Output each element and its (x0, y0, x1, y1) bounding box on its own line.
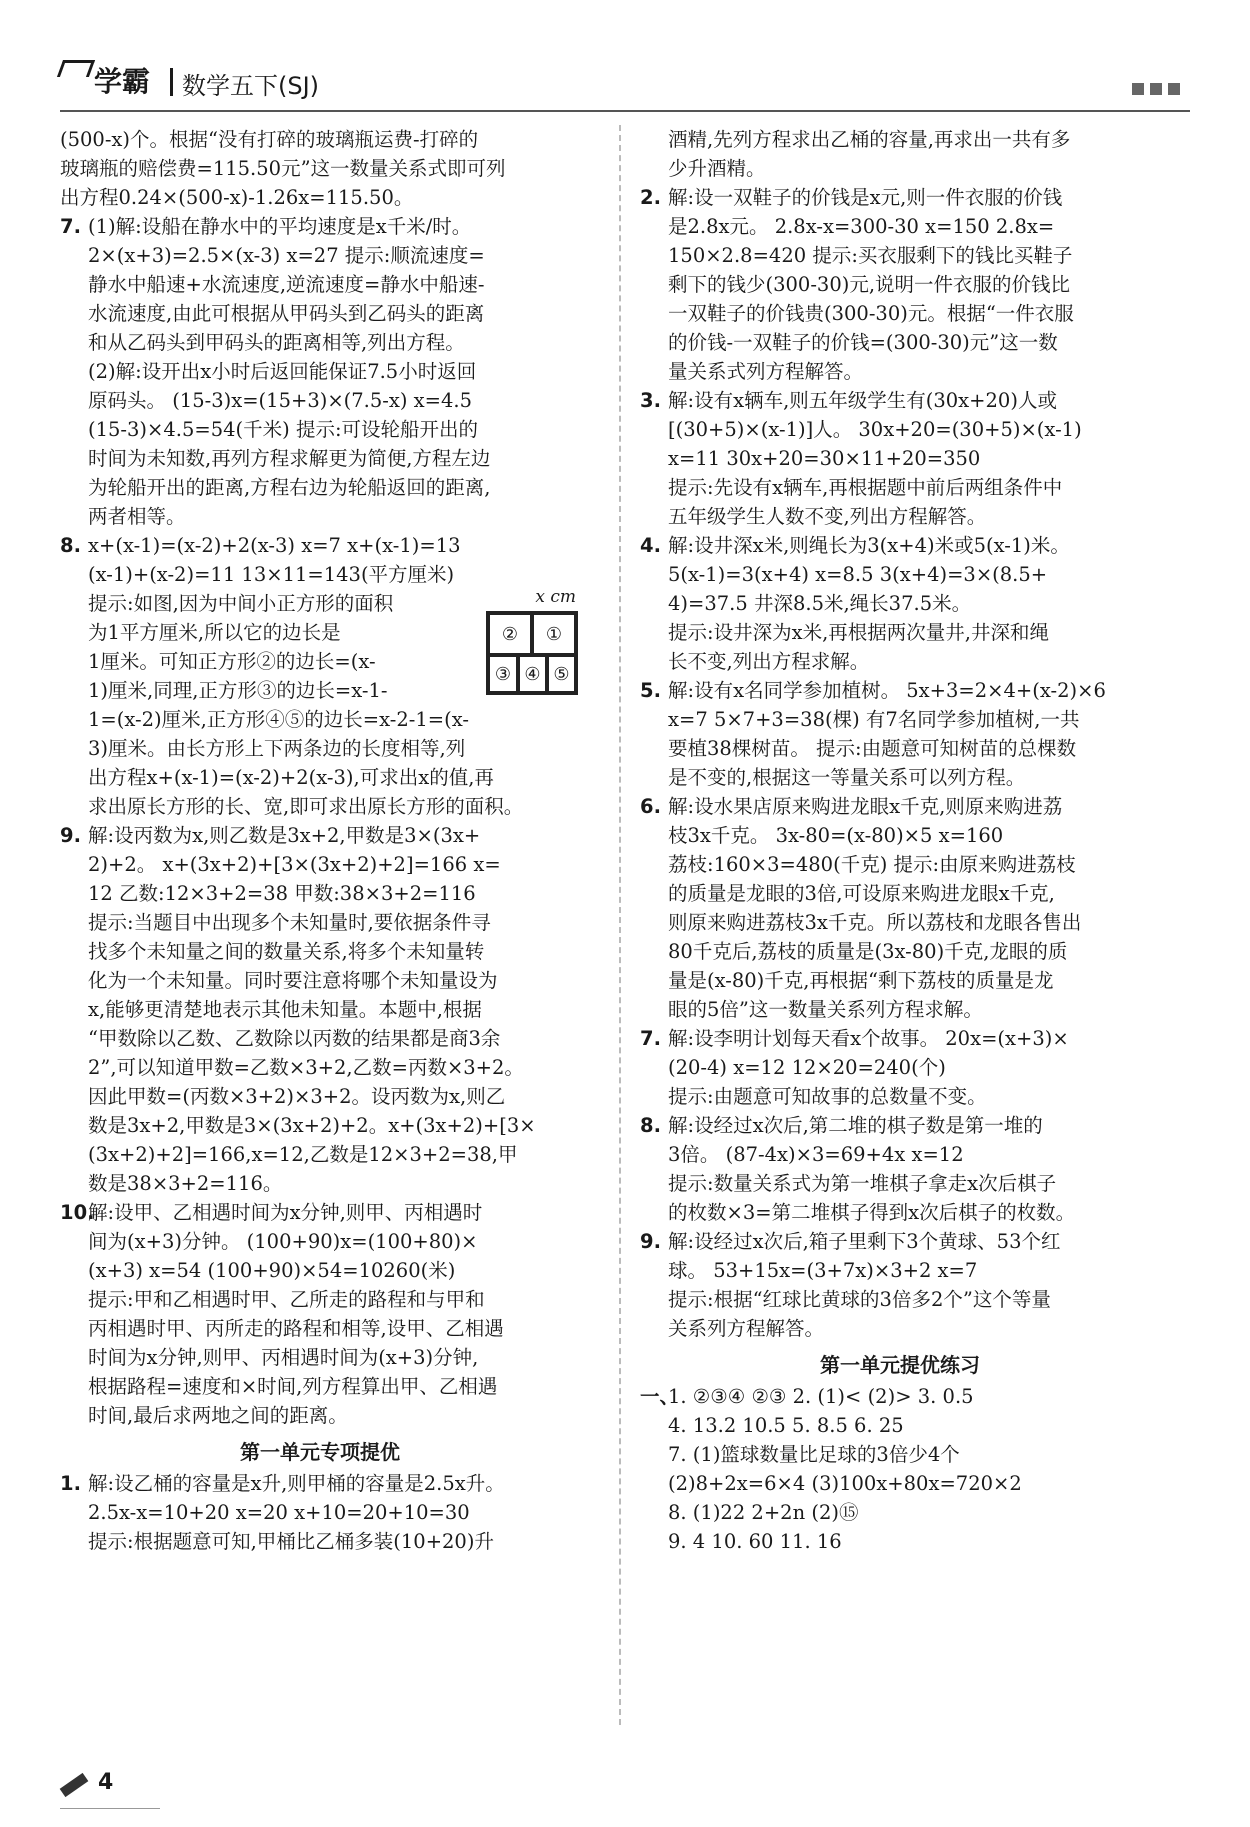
column-divider (619, 125, 621, 1725)
brand-logo (60, 60, 150, 100)
special-answer-1-continuation: 酒精,先列方程求出乙桶的容量,再求出一共有多 少升酒精。 (668, 128, 1071, 180)
figure-label: x cm (535, 587, 576, 607)
special-answer-2: 2. 解:设一双鞋子的价钱是x元,则一件衣服的价钱 是2.8x元。 2.8x-x=300-30 x=150 2.8x= 150×2.8=420 提示:买衣服剩下的钱比买鞋子 剩下的钱少(300-30)元,说明一件衣服的价钱比 一双鞋子的价钱贵(300-30)元。根据“一件衣服 的价钱-一双鞋子的价钱=(300-30)元”这一数 量关系式列方程解答。 (640, 186, 1074, 383)
hint-with-figure: 提示:如图,因为中间小正方形的面积 为1平方厘米,所以它的边长是 1厘米。可知正方形②的边长=(x- 1)厘米,同理,正方形③的边长=x-1- x cm ② ① ③ ④ ⑤ (60, 589, 580, 705)
right-column (640, 125, 1160, 1556)
square-5: ⑤ (547, 655, 576, 693)
special-answer-3: 3. 解:设有x辆车,则五年级学生有(30x+20)人或 [(30+5)×(x-1)]人。 30x+20=(30+5)×(x-1) x=11 30x+20=30×11+20=350 提示:先设有x辆车,再根据题中前后两组条件中 五年级学生人数不变,列出方程解答。 (640, 389, 1082, 528)
page-number: 4 (98, 1770, 114, 1795)
special-answer-1: 1. 解:设乙桶的容量是x升,则甲桶的容量是2.5x升。 2.5x-x=10+20 x=20 x+10=20+10=30 提示:根据题意可知,甲桶比乙桶多装(10+20)升 (60, 1472, 505, 1553)
pencil-icon (60, 1773, 89, 1797)
special-answer-7: 7. 解:设李明计划每天看x个故事。 20x=(x+3)× (20-4) x=12 12×20=240(个) 提示:由题意可知故事的总数量不变。 (640, 1027, 1069, 1108)
special-answer-4: 4. 解:设井深x米,则绳长为3(x+4)米或5(x-1)米。 5(x-1)=3(x+4) x=8.5 3(x+4)=3×(8.5+ 4)=37.5 井深8.5米,绳长37.5米。 提示:设井深为x米,再根据两次量井,井深和绳 长不变,列出方程求解。 (640, 534, 1070, 673)
square-3: ③ (488, 655, 518, 693)
intro-continuation: (500-x)个。根据“没有打碎的玻璃瓶运费-打碎的 玻璃瓶的赔偿费=115.50元”这一数量关系式即可列 出方程0.24×(500-x)-1.26x=115.50。 (60, 128, 506, 209)
answer-9: 9. 解:设丙数为x,则乙数是3x+2,甲数是3×(3x+ 2)+2。 x+(3x+2)+[3×(3x+2)+2]=166 x= 12 乙数:12×3+2=38 甲数:38×3+2=116 提示:当题目中出现多个未知量时,要依据条件寻 找多个未知量之间的数量关系,将多个未知量转 化为一个未知量。同时要注意将哪个未知量设为 x,能够更清楚地表示其他未知量。本题中,根据 “甲数除以乙数、乙数除以丙数的结果都是商3余 2”,可以知道甲数=乙数×3+2,乙数=丙数×3+2。 因此甲数=(丙数×3+2)×3+2。设丙数为x,则乙 数是3x+2,甲数是3×(3x+2)+2。x+(3x+2)+[3× (3x+2)+2]=166,x=12,乙数是12×3+2=38,甲 数是38×3+2=116。 (60, 824, 536, 1195)
special-answer-6: 6. 解:设水果店原来购进龙眼x千克,则原来购进荔 枝3x千克。 3x-80=(x-80)×5 x=160 荔枝:160×3=480(千克) 提示:由原来购进荔枝 的质量是龙眼的3倍,可设原来购进龙眼x千克, 则原来购进荔枝3x千克。所以荔枝和龙眼各售出 80千克后,荔枝的质量是(3x-80)千克,龙眼的质 量是(x-80)千克,再根据“剩下荔枝的质量是龙 眼的5倍”这一数量关系列方程求解。 (640, 795, 1082, 1021)
decorative-squares (1126, 80, 1180, 99)
square-1: ① (532, 613, 576, 655)
left-column (60, 125, 580, 1556)
footer-rule (60, 1808, 160, 1809)
square-2: ② (488, 613, 532, 655)
special-answer-9: 9. 解:设经过x次后,箱子里剩下3个黄球、53个红 球。 53+15x=(3+7x)×3+2 x=7 提示:根据“红球比黄球的3倍多2个”这个等量 关系列方程解答。 (640, 1230, 1061, 1340)
special-answer-8: 8. 解:设经过x次后,第二堆的棋子数是第一堆的 3倍。 (87-4x)×3=69+4x x=12 提示:数量关系式为第一堆棋子拿走x次后棋子 的枚数×3=第二堆棋子得到x次后棋子的枚数。 (640, 1114, 1076, 1224)
answer-10: 10.解:设甲、乙相遇时间为x分钟,则甲、丙相遇时 间为(x+3)分钟。 (100+90)x=(100+80)× (x+3) x=54 (100+90)×54=10260(米) 提示:甲和乙相遇时甲、乙所走的路程和与甲和 丙相遇时甲、丙所走的路程和相等,设甲、乙相遇 时间为x分钟,则甲、丙相遇时间为(x+3)分钟, 根据路程=速度和×时间,列方程算出甲、乙相遇 时间,最后求两地之间的距离。 (60, 1201, 504, 1427)
figure-outline (486, 611, 578, 695)
special-answer-5: 5. 解:设有x名同学参加植树。 5x+3=2×4+(x-2)×6 x=7 5×7+3=38(棵) 有7名同学参加植树,一共 要植38棵树苗。 提示:由题意可知树苗的总棵数 是不变的,根据这一等量关系可以列方程。 (640, 679, 1106, 789)
answer-8: 8. x+(x-1)=(x-2)+2(x-3) x=7 x+(x-1)=13 (x-1)+(x-2)=11 13×11=143(平方厘米) 提示:如图,因为中间小正方形的面积 为1平方厘米,所以它的边长是 1厘米。可知正方形②的边长=(x- 1)厘米,同理,正方形③的边长=x-1- x cm ② ① ③ ④ ⑤ 1=(x-2)厘米,正方形④⑤的边长=x-2-1=(x- 3)厘米。由长方形上下两条边的长度相等,列 出方程x+(x-1)=(x-2)+2(x-3),可求出x的值,再 求出原长方形的长、宽,即可求出原长方形的面积。 (60, 531, 580, 821)
rectangle-squares-figure (480, 589, 580, 699)
header-separator (170, 68, 173, 96)
square-4: ④ (518, 655, 547, 693)
logo-text: 学霸 (94, 65, 151, 98)
header-rule (60, 110, 1190, 112)
section-title-practice: 第一单元提优练习 (820, 1353, 980, 1377)
answer-7: 7. (1)解:设船在静水中的平均速度是x千米/时。 2×(x+3)=2.5×(x-3) x=27 提示:顺流速度= 静水中船速+水流速度,逆流速度=静水中船速- 水流速度,由此可根据从甲码头到乙码头的距离 和从乙码头到甲码头的距离相等,列出方程。 (2)解:设开出x小时后返回能保证7.5小时返回 原码头。 (15-3)x=(15+3)×(7.5-x) x=4.5 (15-3)×4.5=54(千米) 提示:可设轮船开出的 时间为未知数,再列方程求解更为简便,方程左边 为轮船开出的距离,方程右边为轮船返回的距离, 两者相等。 (60, 215, 491, 528)
cap-icon (57, 60, 95, 77)
section-title-special: 第一单元专项提优 (240, 1440, 400, 1464)
book-title: 数学五下(SJ) (182, 72, 320, 100)
practice-answers: 一、1. ②③④ ②③ 2. (1)< (2)> 3. 0.5 4. 13.2 10.5 5. 8.5 6. 25 7. (1)篮球数量比足球的3倍少4个 (2)8+2x=6×4 (3)100x+80x=720×2 8. (1)22 2+2n (2)⑮ 9. 4 10. 60 11. 16 (640, 1385, 1022, 1553)
page-header (60, 60, 1190, 110)
